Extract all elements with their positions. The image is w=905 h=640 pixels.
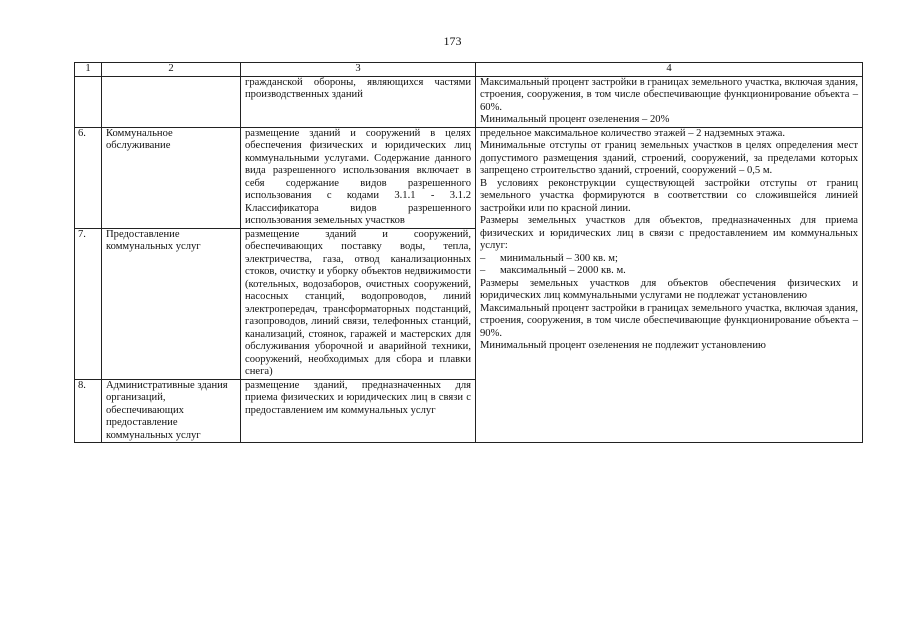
parameter-text: Минимальный процент озеленения не подлежит установлению — [480, 340, 766, 351]
header-col-3: 3 — [241, 63, 476, 77]
list-item-text: максимальный – 2000 кв. м. — [500, 265, 626, 276]
row-number-cell: 6. — [75, 127, 102, 228]
header-col-4: 4 — [476, 63, 863, 77]
row-description-cell: размещение зданий и сооружений, обеспечивающих поставку воды, тепла, электричества, газа, отвод канализационных стоков, очистку и уборку объектов недвижимости (котельных, водозаборов, очистных сооружений, насосных станций, водопроводов, линий электропередач, трансформаторных подстанций, газопроводов, линий связи, телефонных станций, канализаций, стоянок, гаражей и мастерских для обслуживания уборочной и аварийной техники, сооружений, необходимых для сбора и плавки снега) — [241, 228, 476, 379]
row-number-cell: 8. — [75, 379, 102, 443]
shared-parameters-cell — [476, 127, 863, 443]
row-description-cell: гражданской обороны, являющихся частями производственных зданий — [241, 76, 476, 127]
list-item-text: минимальный – 300 кв. м; — [500, 252, 618, 264]
row-number-cell: 7. — [75, 228, 102, 379]
page-number: 173 — [443, 34, 462, 48]
row-number-cell — [75, 76, 102, 127]
row-name-cell: Коммунальное обслуживание — [102, 127, 241, 228]
parameter-text: В условиях реконструкции существующей застройки отступы от границ земельного участка формируются в соответствии со сложившейся линией застройки или по красной линии. — [480, 177, 858, 214]
dash-marker: – — [480, 252, 486, 264]
dash-marker: – — [480, 265, 486, 276]
row-description-cell: размещение зданий и сооружений в целях обеспечения физических и юридических лиц коммунальными услугами. Содержание данного вида разрешенного использования включает в себя содержание видов разрешенного использования с кодами 3.1.1 - 3.1.2 Классификатора видов разрешенного использования земельных участков — [241, 127, 476, 228]
regulations-table — [74, 62, 863, 443]
row-name-cell — [102, 76, 241, 127]
parameter-text: Минимальные отступы от границ земельных участков в целях определения мест допустимого размещения зданий, строений, сооружений, за пределами которых запрещено строительство зданий, строений, сооружений – 0,5 м. — [480, 140, 858, 176]
table-row-continuation — [75, 76, 863, 127]
parameter-text: Максимальный процент застройки в границах земельного участка, включая здания, строения, сооружения, в том числе обеспечивающие функционирование объекта – 60%. — [480, 76, 858, 113]
parameter-text: предельное максимальное количество этажей – 2 надземных этажа. — [480, 127, 785, 139]
header-col-1: 1 — [75, 63, 102, 77]
parameter-text: Размеры земельных участков для объектов, предназначенных для приема физических и юридических лиц в связи с предоставлением им коммунальных услуг: — [480, 215, 858, 251]
table-header-row — [75, 63, 863, 77]
row-name-cell: Административные здания организаций, обеспечивающих предоставление коммунальных услуг — [102, 379, 241, 443]
parameter-text: Минимальный процент озеленения – 20% — [480, 114, 670, 125]
header-col-2: 2 — [102, 63, 241, 77]
row-parameters-cell — [476, 76, 863, 127]
parameter-text: Максимальный процент застройки в границах земельного участка, включая здания, строения, сооружения, в том числе обеспечивающие функционирование объекта – 90%. — [480, 302, 858, 339]
list-item — [480, 265, 858, 278]
parameter-text: Размеры земельных участков для объектов обеспечения физических и юридических лиц коммунальными услугами не подлежат установлению — [480, 277, 858, 301]
row-description-cell: размещение зданий, предназначенных для приема физических и юридических лиц в связи с предоставлением им коммунальных услуг — [241, 379, 476, 443]
table-row-6 — [75, 127, 863, 228]
list-item — [480, 253, 858, 266]
row-name-cell: Предоставление коммунальных услуг — [102, 228, 241, 379]
